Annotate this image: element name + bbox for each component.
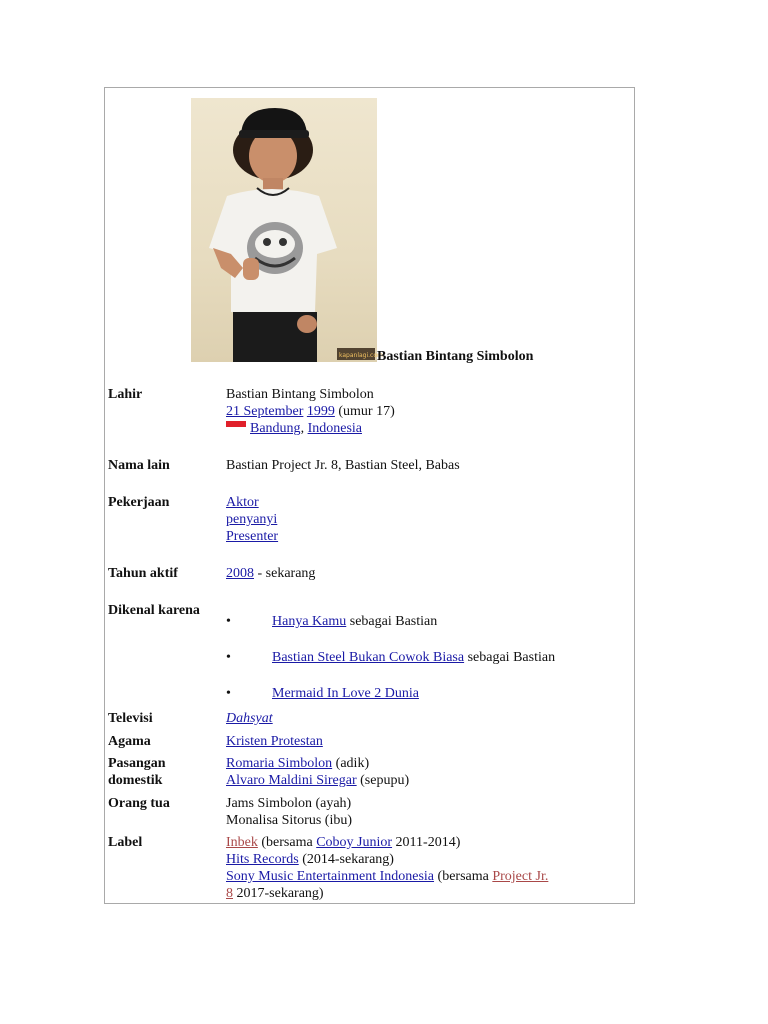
label-pasangan-line1: Pasangan <box>108 756 166 771</box>
parent-text: Monalisa Sitorus (ibu) <box>226 813 352 828</box>
active-rest: - sekarang <box>254 566 316 581</box>
label-text: 2017-sekarang) <box>233 886 324 901</box>
relative-relation: (sepupu) <box>356 773 410 788</box>
label-text: 2011-2014) <box>392 835 461 850</box>
label-text: (2014-sekarang) <box>298 852 394 867</box>
relative-relation: (adik) <box>332 756 370 771</box>
label-link-red[interactable]: Project Jr. <box>492 869 549 884</box>
known-for-link[interactable]: Bastian Steel Bukan Cowok Biasa <box>272 650 465 665</box>
value-televisi <box>226 710 626 727</box>
value-pasangan <box>226 755 626 789</box>
infobox-title: Bastian Bintang Simbolon <box>377 349 534 364</box>
label-label: Label <box>108 835 143 850</box>
bullet-icon: • <box>226 614 231 629</box>
other-names-text: Bastian Project Jr. 8, Bastian Steel, Babas <box>226 458 460 473</box>
parent-text: Jams Simbolon (ayah) <box>226 796 352 811</box>
label-link[interactable]: Coboy Junior <box>316 835 393 850</box>
age-text: (umur 17) <box>338 404 395 419</box>
label-link-red[interactable]: Inbek <box>226 835 258 850</box>
label-tahun-aktif: Tahun aktif <box>108 566 178 581</box>
value-pekerjaan <box>226 494 626 545</box>
known-for-link[interactable]: Mermaid In Love 2 Dunia <box>272 686 419 701</box>
infobox <box>104 87 635 904</box>
occupation-link[interactable]: Aktor <box>226 495 259 510</box>
label-line-1 <box>226 834 626 851</box>
bullet-icon: • <box>226 686 231 701</box>
label-line-2 <box>226 851 626 868</box>
known-for-link[interactable]: Hanya Kamu <box>272 614 347 629</box>
place-separator: , <box>300 421 305 436</box>
birthplace-line <box>226 420 626 437</box>
birth-year-link[interactable]: 1999 <box>306 404 335 419</box>
label-agama: Agama <box>108 734 151 749</box>
television-link[interactable]: Dahsyat <box>226 711 273 726</box>
value-nama-lain <box>226 457 626 474</box>
country-link[interactable]: Indonesia <box>307 421 362 436</box>
birth-line <box>226 403 626 420</box>
label-text: (bersama <box>257 835 317 850</box>
row-dikenal-karena <box>108 602 628 702</box>
religion-link[interactable]: Kristen Protestan <box>226 734 323 749</box>
label-pasangan <box>108 755 218 789</box>
value-tahun-aktif <box>226 565 626 582</box>
label-link[interactable]: Sony Music Entertainment Indonesia <box>226 869 435 884</box>
birth-name: Bastian Bintang Simbolon <box>226 387 374 402</box>
relative-link[interactable]: Romaria Simbolon <box>226 756 333 771</box>
city-link[interactable]: Bandung <box>250 421 301 436</box>
value-orang-tua <box>226 795 626 829</box>
label-pasangan-line2: domestik <box>108 773 163 788</box>
label-dikenal-karena: Dikenal karena <box>108 603 200 618</box>
label-line-4 <box>226 885 626 902</box>
label-text: (bersama <box>434 869 493 884</box>
bullet-icon: • <box>226 650 231 665</box>
relative-link[interactable]: Alvaro Maldini Siregar <box>226 773 357 788</box>
label-nama-lain: Nama lain <box>108 458 170 473</box>
known-for-role: sebagai Bastian <box>346 614 438 629</box>
value-lahir <box>226 386 626 437</box>
label-link[interactable]: Hits Records <box>226 852 299 867</box>
label-televisi: Televisi <box>108 711 153 726</box>
person-photo-illustration <box>191 98 383 362</box>
label-link-red[interactable]: 8 <box>226 886 233 901</box>
birth-date-link[interactable]: 21 September <box>226 404 304 419</box>
value-agama <box>226 733 626 750</box>
value-label <box>226 834 626 902</box>
occupation-link[interactable]: Presenter <box>226 529 279 544</box>
label-lahir: Lahir <box>108 387 143 402</box>
person-photo <box>191 98 383 362</box>
indonesia-flag-icon <box>226 421 246 433</box>
active-year-link[interactable]: 2008 <box>226 566 254 581</box>
label-pekerjaan: Pekerjaan <box>108 495 170 510</box>
label-line-3 <box>226 868 626 885</box>
photo-watermark: kapanlagi.com <box>339 352 383 359</box>
known-for-role: sebagai Bastian <box>464 650 556 665</box>
label-orang-tua: Orang tua <box>108 796 170 811</box>
occupation-link[interactable]: penyanyi <box>226 512 278 527</box>
